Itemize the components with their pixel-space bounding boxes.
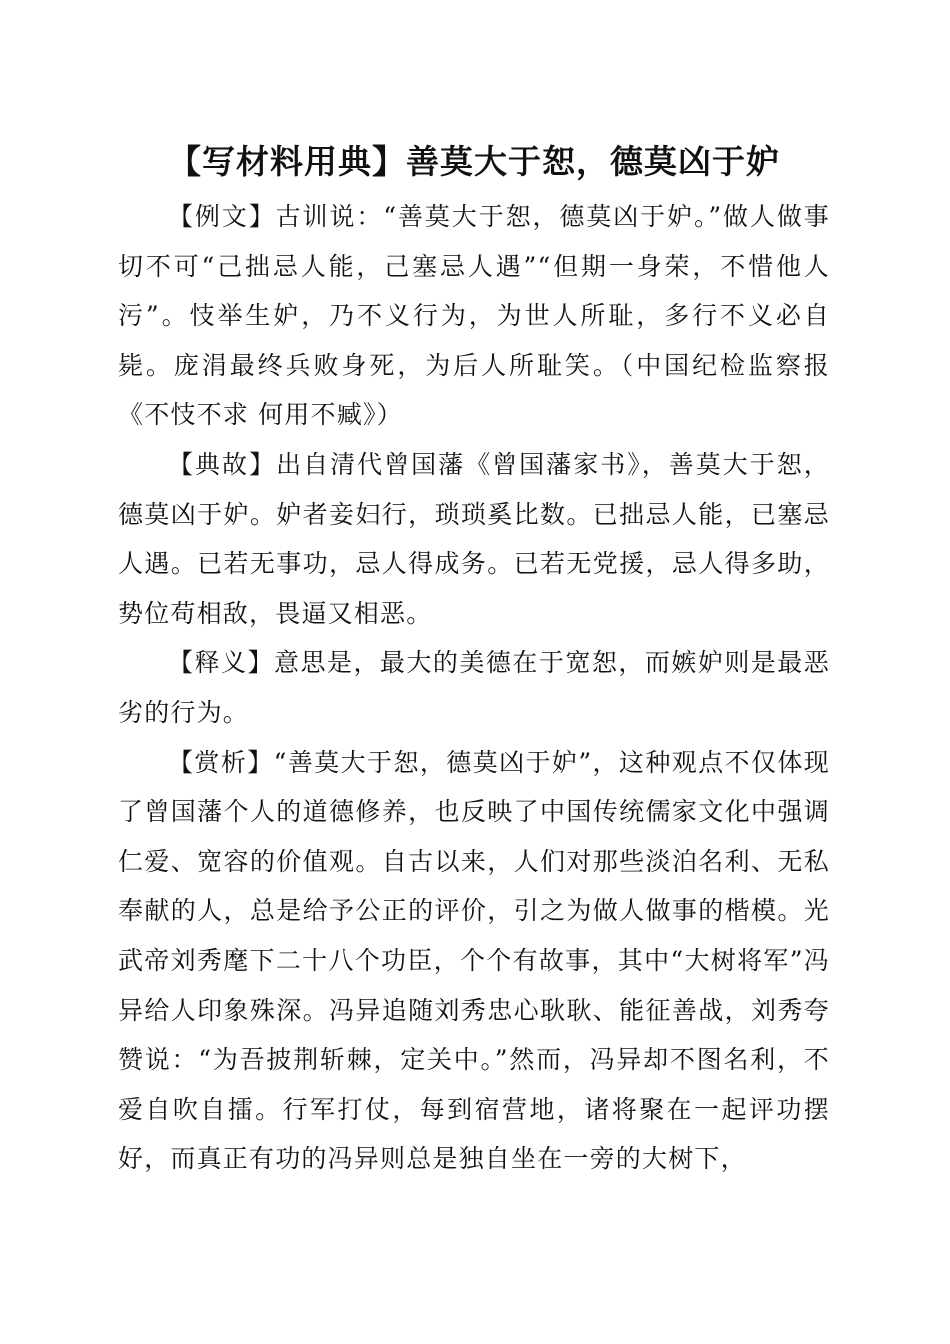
paragraph-text: 意思是，最大的美德在于宽恕，而嫉妒则是最恶劣的行为。	[118, 648, 830, 727]
paragraph-text: 出自清代曾国藩《曾国藩家书》，善莫大于恕，德莫凶于妒。妒者妾妇行，琐琐奚比数。已拙忌人能，已塞忌人遇。已若无事功，忌人得成务。已若无党援，忌人得多助，势位苟相敌，畏逼又相恶。	[118, 449, 831, 628]
paragraph-label: 【典故】	[168, 449, 277, 479]
paragraph-text: 古训说：“善莫大于恕，德莫凶于妒。”做人做事切不可“己拙忌人能，己塞忌人遇”“但期一身荣，不惜他人污”。忮举生妒，乃不义行为，为世人所耻，多行不义必自毙。庞涓最终兵败身死，为后人所耻笑。（中国纪检监察报《不忮不求 何用不臧》）	[118, 202, 830, 430]
document-page	[118, 140, 830, 1184]
document-title: 【写材料用典】善莫大于恕，德莫凶于妒	[168, 142, 780, 181]
paragraph-label: 【释义】	[168, 648, 274, 678]
paragraph-meaning	[118, 638, 830, 737]
paragraph-example	[118, 192, 830, 440]
paragraph-appreciation	[118, 738, 830, 1184]
paragraph-label: 【例文】	[168, 202, 276, 231]
paragraph-label: 【赏析】	[168, 747, 274, 777]
paragraph-allusion	[118, 440, 830, 638]
paragraph-text: “善莫大于恕，德莫凶于妒”，这种观点不仅体现了曾国藩个人的道德修养，也反映了中国传统儒家文化中强调仁爱、宽容的价值观。自古以来，人们对那些淡泊名利、无私奉献的人，总是给予公正的评价，引之为做人做事的楷模。光武帝刘秀麾下二十八个功臣，个个有故事，其中“大树将军”冯异给人印象殊深。冯异追随刘秀忠心耿耿、能征善战，刘秀夸赞说：“为吾披荆斩棘，定关中。”然而，冯异却不图名利，不爱自吹自擂。行军打仗，每到宿营地，诸将聚在一起评功摆好，而真正有功的冯异则总是独自坐在一旁的大树下，	[118, 747, 830, 1174]
